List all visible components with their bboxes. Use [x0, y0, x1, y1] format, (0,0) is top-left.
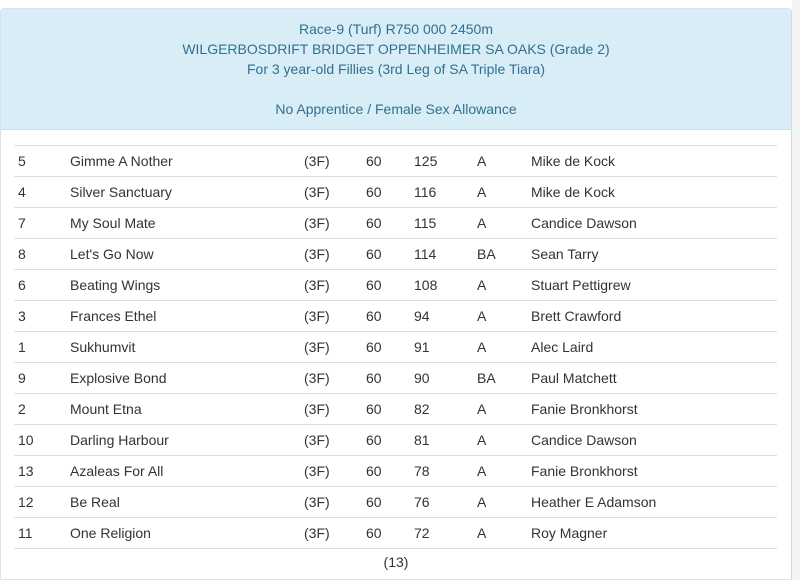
- table-row: [14, 332, 777, 363]
- horse-weight: 60: [366, 177, 414, 208]
- horse-weight: 60: [366, 208, 414, 239]
- horse-age-sex: (3F): [304, 239, 366, 270]
- horse-rating: 116: [414, 177, 477, 208]
- horse-weight: 60: [366, 301, 414, 332]
- runner-number: 12: [14, 487, 70, 518]
- table-row: [14, 394, 777, 425]
- horse-age-sex: (3F): [304, 146, 366, 177]
- horse-equipment: BA: [477, 363, 531, 394]
- horse-age-sex: (3F): [304, 270, 366, 301]
- horse-age-sex: (3F): [304, 394, 366, 425]
- horse-equipment: A: [477, 487, 531, 518]
- race-name: WILGERBOSDRIFT BRIDGET OPPENHEIMER SA OAKS (Grade 2): [182, 41, 610, 57]
- horse-rating: 108: [414, 270, 477, 301]
- horse-name: Azaleas For All: [70, 456, 304, 487]
- trainer-name: Stuart Pettigrew: [531, 270, 777, 301]
- horse-name: Be Real: [70, 487, 304, 518]
- horse-name: Gimme A Nother: [70, 146, 304, 177]
- table-row: [14, 146, 777, 177]
- horse-age-sex: (3F): [304, 518, 366, 549]
- runner-number: 3: [14, 301, 70, 332]
- horse-equipment: A: [477, 177, 531, 208]
- horse-equipment: A: [477, 208, 531, 239]
- horse-rating: 90: [414, 363, 477, 394]
- race-allowance: No Apprentice / Female Sex Allowance: [275, 101, 517, 117]
- horse-rating: 78: [414, 456, 477, 487]
- trainer-name: Alec Laird: [531, 332, 777, 363]
- horse-name: Mount Etna: [70, 394, 304, 425]
- table-row: [14, 425, 777, 456]
- table-row: [14, 363, 777, 394]
- horse-rating: 81: [414, 425, 477, 456]
- runner-number: 6: [14, 270, 70, 301]
- horse-age-sex: (3F): [304, 177, 366, 208]
- runner-number: 4: [14, 177, 70, 208]
- horse-age-sex: (3F): [304, 208, 366, 239]
- horse-weight: 60: [366, 270, 414, 301]
- runner-number: 8: [14, 239, 70, 270]
- horse-rating: 94: [414, 301, 477, 332]
- runner-number: 10: [14, 425, 70, 456]
- horse-name: My Soul Mate: [70, 208, 304, 239]
- trainer-name: Candice Dawson: [531, 425, 777, 456]
- horse-weight: 60: [366, 146, 414, 177]
- table-row: [14, 456, 777, 487]
- table-row: [14, 518, 777, 549]
- trainer-name: Fanie Bronkhorst: [531, 456, 777, 487]
- table-row: [14, 487, 777, 518]
- runner-number: 2: [14, 394, 70, 425]
- runner-number: 13: [14, 456, 70, 487]
- horse-weight: 60: [366, 239, 414, 270]
- horse-equipment: BA: [477, 239, 531, 270]
- runner-number: 1: [14, 332, 70, 363]
- race-title: Race-9 (Turf) R750 000 2450m: [298, 21, 494, 37]
- horse-age-sex: (3F): [304, 332, 366, 363]
- horse-rating: 91: [414, 332, 477, 363]
- trainer-name: Roy Magner: [531, 518, 777, 549]
- horse-weight: 60: [366, 332, 414, 363]
- horse-name: Beating Wings: [70, 270, 304, 301]
- horse-name: Sukhumvit: [70, 332, 304, 363]
- horse-rating: 76: [414, 487, 477, 518]
- runner-number: 9: [14, 363, 70, 394]
- trainer-name: Paul Matchett: [531, 363, 777, 394]
- table-row: [14, 239, 777, 270]
- runner-number: 11: [14, 518, 70, 549]
- horse-equipment: A: [477, 146, 531, 177]
- horse-equipment: A: [477, 425, 531, 456]
- horse-age-sex: (3F): [304, 301, 366, 332]
- horse-equipment: A: [477, 456, 531, 487]
- scrollbar-track[interactable]: [792, 0, 800, 580]
- runner-count: (13): [383, 554, 409, 570]
- trainer-name: Heather E Adamson: [531, 487, 777, 518]
- horse-age-sex: (3F): [304, 425, 366, 456]
- horse-name: Let's Go Now: [70, 239, 304, 270]
- horse-rating: 125: [414, 146, 477, 177]
- horse-name: Frances Ethel: [70, 301, 304, 332]
- trainer-name: Mike de Kock: [531, 177, 777, 208]
- trainer-name: Brett Crawford: [531, 301, 777, 332]
- horse-equipment: A: [477, 394, 531, 425]
- horse-equipment: A: [477, 332, 531, 363]
- horse-weight: 60: [366, 363, 414, 394]
- runner-number: 5: [14, 146, 70, 177]
- horse-equipment: A: [477, 301, 531, 332]
- horse-weight: 60: [366, 425, 414, 456]
- horse-equipment: A: [477, 518, 531, 549]
- runners-table-body: [14, 146, 777, 549]
- horse-age-sex: (3F): [304, 487, 366, 518]
- table-row: [14, 301, 777, 332]
- horse-name: One Religion: [70, 518, 304, 549]
- trainer-name: Fanie Bronkhorst: [531, 394, 777, 425]
- horse-weight: 60: [366, 456, 414, 487]
- horse-equipment: A: [477, 270, 531, 301]
- horse-rating: 115: [414, 208, 477, 239]
- trainer-name: Mike de Kock: [531, 146, 777, 177]
- horse-weight: 60: [366, 487, 414, 518]
- table-row: [14, 270, 777, 301]
- runners-table: [14, 145, 777, 549]
- horse-name: Silver Sanctuary: [70, 177, 304, 208]
- trainer-name: Candice Dawson: [531, 208, 777, 239]
- horse-age-sex: (3F): [304, 456, 366, 487]
- runner-number: 7: [14, 208, 70, 239]
- horse-name: Darling Harbour: [70, 425, 304, 456]
- horse-weight: 60: [366, 518, 414, 549]
- horse-rating: 82: [414, 394, 477, 425]
- table-row: [14, 177, 777, 208]
- horse-rating: 114: [414, 239, 477, 270]
- horse-age-sex: (3F): [304, 363, 366, 394]
- race-header: [1, 9, 791, 130]
- horse-rating: 72: [414, 518, 477, 549]
- horse-name: Explosive Bond: [70, 363, 304, 394]
- table-row: [14, 208, 777, 239]
- horse-weight: 60: [366, 394, 414, 425]
- race-conditions: For 3 year-old Fillies (3rd Leg of SA Triple Tiara): [246, 61, 545, 77]
- trainer-name: Sean Tarry: [531, 239, 777, 270]
